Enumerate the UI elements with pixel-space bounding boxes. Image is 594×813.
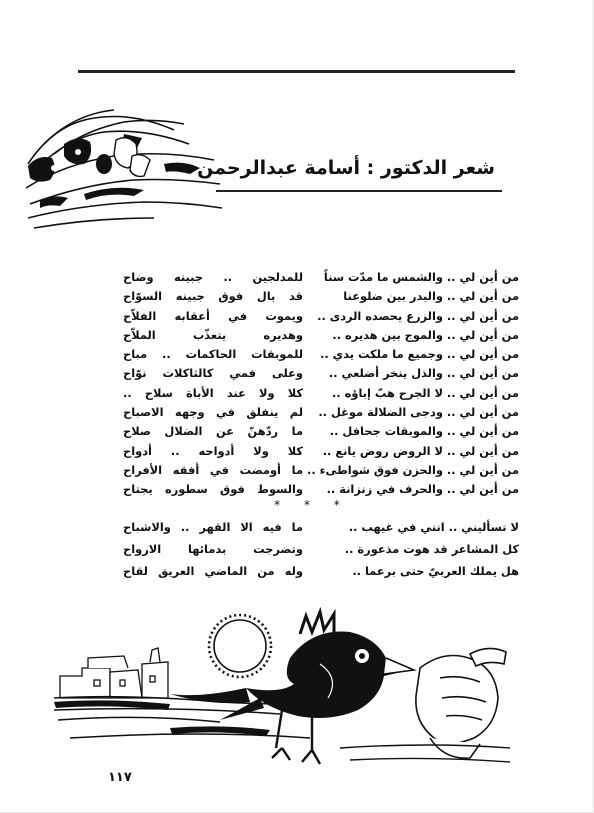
- verse-line: من أين لي .. والموج بين هديره ..: [332, 327, 519, 342]
- verse-line: كل المشاعر قد هوت مذعورة ..: [344, 542, 519, 556]
- header-illustration: [24, 104, 224, 234]
- stanza-separator: * * *: [274, 498, 350, 512]
- stanza-1-left-column: [123, 268, 303, 500]
- verse-line: من أين لي .. والزرع يحصده الردى ..: [317, 308, 519, 323]
- verse-line: للمدلجين .. جبينه وضاح: [123, 270, 303, 284]
- verse-line: للموبقات الحاكمات .. مباح: [123, 347, 303, 362]
- poem-title: شعر الدكتور : أسامة عبدالرحمن: [197, 157, 495, 179]
- verse-line: قد بال فوق جبينه السوّاح: [123, 289, 303, 304]
- bottom-illustration: [50, 598, 520, 778]
- page-number: ١١٧: [108, 770, 132, 785]
- sun-drawing: [209, 615, 271, 677]
- verse-line: كلا ولا أدواحه .. أدواح: [123, 443, 303, 458]
- verse-line: وعلى فمي كالثاكلات نوّاح: [123, 366, 303, 381]
- top-rule: [78, 70, 515, 73]
- verse-line: من أين لي .. والموبقات جحافل ..: [329, 424, 519, 439]
- verse-line: من أين لي .. والحرف في زنزانة ..: [326, 482, 519, 497]
- verse-line: لم ينفلق في وجهه الاصباح: [123, 405, 303, 420]
- verse-line: من أين لي .. ودجى الضلالة موغل ..: [318, 405, 519, 420]
- verse-line: ما فيه الا القهر .. والاشباح: [123, 520, 303, 534]
- verse-line: والسوط فوق سطوره يجتاح: [123, 482, 303, 497]
- verse-line: ما ردّهنّ عن الضلال صلاح: [123, 424, 303, 439]
- verse-line: وتضرجت بدمائها الارواح: [123, 542, 303, 556]
- verse-line: من أين لي .. وجميع ما ملكت يدي ..: [320, 347, 519, 362]
- verse-line: من أين لي .. والحزن فوق شواطىء ..: [307, 462, 519, 477]
- title-underline: [216, 190, 502, 192]
- stanza-1-right-column: [307, 268, 519, 500]
- verse-line: لا تسأليني .. انني في غيهب ..: [348, 520, 519, 534]
- broken-pot-drawing: [416, 648, 506, 758]
- verse-line: من أين لي .. لا الجرح هبّ إباؤه ..: [332, 385, 519, 400]
- verse-line: من أين لي .. لا الروض روض يانع ..: [322, 443, 519, 458]
- stanza-2-left-column: [123, 516, 303, 582]
- verse-line: وهديره يتعذّب الملاّح: [123, 327, 303, 342]
- verse-line: من أين لي .. والذل ينخر أضلعي ..: [328, 366, 519, 381]
- verse-line: من أين لي .. والبدر بين ضلوعنا: [343, 289, 519, 304]
- verse-line: من أين لي .. والشمس ما مدّت سناً: [323, 270, 519, 284]
- verse-line: ما أومضت في أفقه الأفراح: [123, 462, 303, 477]
- village-drawing: [60, 648, 168, 698]
- verse-line: هل يملك العربيّ حتى برعما ..: [352, 564, 519, 578]
- crow-drawing: [170, 612, 414, 764]
- verse-line: وله من الماضي العريق لقاح: [123, 564, 303, 578]
- verse-line: كلا ولا عند الأباة سلاح ..: [123, 385, 303, 400]
- verse-line: ويموت في أعقابه الفلاّح: [123, 308, 303, 323]
- stanza-2-right-column: [319, 516, 519, 582]
